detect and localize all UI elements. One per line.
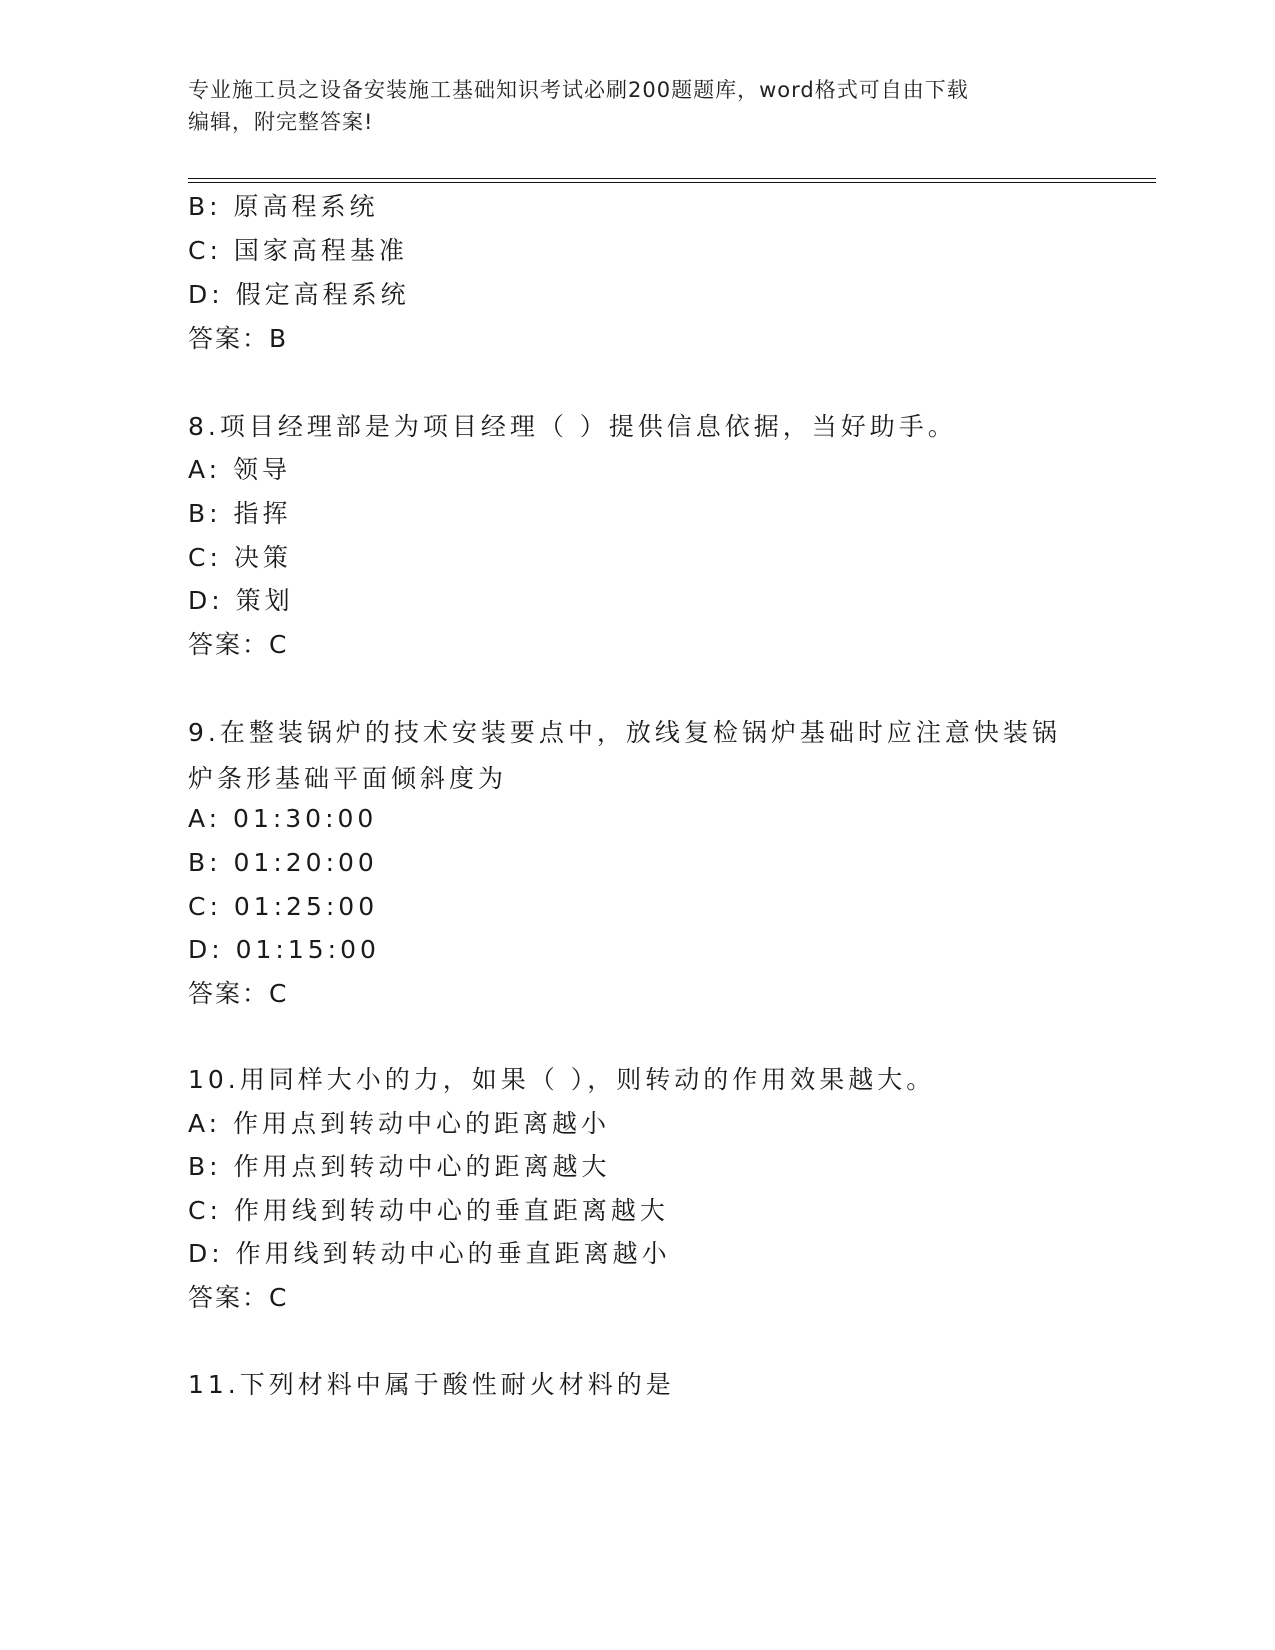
prev-option-c: C: 国家高程基准: [188, 236, 408, 265]
question-8-option-d: D: 策划: [188, 586, 294, 615]
question-8-option-b: B: 指挥: [188, 499, 292, 528]
header-divider-top: [188, 178, 1156, 179]
question-10-option-b: B: 作用点到转动中心的距离越大: [188, 1152, 611, 1181]
header-title-line-1: 专业施工员之设备安装施工基础知识考试必刷200题题库，word格式可自由下载: [188, 78, 969, 102]
prev-option-d: D: 假定高程系统: [188, 280, 410, 309]
question-9-option-d: D: 01:15:00: [188, 935, 380, 964]
question-9-answer: 答案：C: [188, 979, 289, 1008]
question-10-option-a: A: 作用点到转动中心的距离越小: [188, 1109, 611, 1138]
question-8-answer: 答案：C: [188, 630, 289, 659]
question-11-stem: 11.下列材料中属于酸性耐火材料的是: [188, 1370, 675, 1399]
question-8-option-c: C: 决策: [188, 543, 292, 572]
question-9-option-a: A: 01:30:00: [188, 804, 378, 833]
question-8-option-a: A: 领导: [188, 455, 292, 484]
question-10-option-d: D: 作用线到转动中心的垂直距离越小: [188, 1239, 671, 1268]
question-8-stem: 8.项目经理部是为项目经理（ ）提供信息依据，当好助手。: [188, 412, 957, 441]
document-header: [188, 74, 1088, 138]
header-divider-bottom: [188, 182, 1156, 183]
prev-answer: 答案：B: [188, 324, 289, 353]
question-9-option-c: C: 01:25:00: [188, 892, 379, 921]
question-10-answer: 答案：C: [188, 1283, 289, 1312]
question-10-stem: 10.用同样大小的力，如果（ ），则转动的作用效果越大。: [188, 1065, 936, 1094]
question-9-stem: 9.在整装锅炉的技术安装要点中，放线复检锅炉基础时应注意快装锅炉条形基础平面倾斜度为: [188, 718, 1061, 793]
question-10-option-c: C: 作用线到转动中心的垂直距离越大: [188, 1196, 669, 1225]
question-9-option-b: B: 01:20:00: [188, 848, 378, 877]
prev-option-b: B: 原高程系统: [188, 192, 379, 221]
header-title-line-2: 编辑，附完整答案!: [188, 110, 374, 134]
